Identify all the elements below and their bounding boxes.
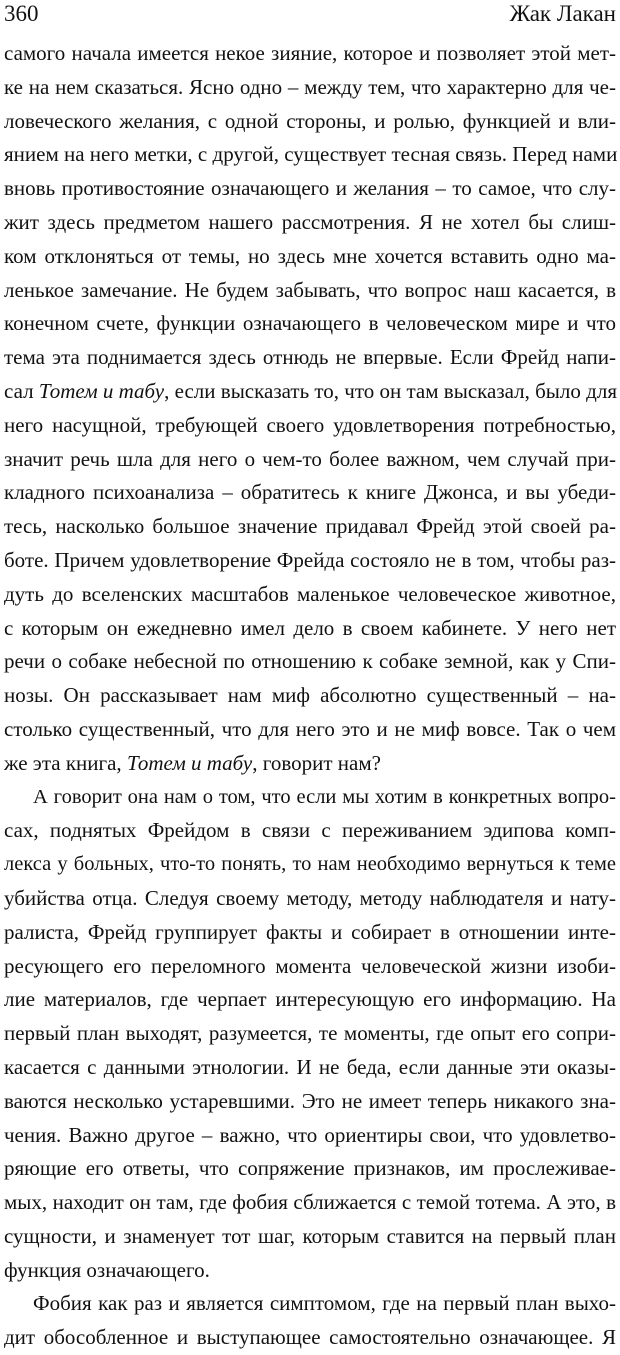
page-header bbox=[4, 0, 616, 30]
text-line bbox=[4, 105, 616, 139]
text-segment: вновь противостояние означающего и желания – то самое, что слу- bbox=[4, 176, 616, 201]
text-line bbox=[4, 645, 616, 679]
text-segment: столько существенный, что для него это и не миф вовсе. Так о чем bbox=[4, 716, 616, 741]
text-segment: ралиста, Фрейд группирует факты и собирает в отношении инте- bbox=[4, 919, 616, 944]
text-line bbox=[4, 409, 616, 443]
text-line bbox=[4, 1152, 616, 1186]
italic-title: Тотем и табу bbox=[38, 378, 165, 403]
text-segment: дит обособленное и выступающее самостоятельно означающее. Я bbox=[4, 1325, 616, 1350]
text-segment: первый план выходят, разумеется, те моменты, где опыт его сопри- bbox=[4, 1021, 616, 1046]
page-number: 360 bbox=[4, 1, 39, 26]
text-line bbox=[4, 950, 616, 984]
text-line bbox=[4, 1220, 616, 1254]
text-line bbox=[4, 443, 616, 477]
text-segment: , если высказать то, что он там высказал, было для bbox=[164, 378, 617, 403]
text-segment: кладного психоанализа – обратитесь к книге Джонса, и вы убеди- bbox=[4, 480, 616, 505]
text-line bbox=[4, 1085, 616, 1119]
text-segment: касается с данными этнологии. И не беда, если данные эти оказы- bbox=[4, 1054, 616, 1079]
text-line bbox=[4, 1254, 616, 1288]
text-segment: ловеческого желания, с одной стороны, и ролью, функцией и вли- bbox=[4, 108, 616, 133]
body-text bbox=[4, 37, 616, 1355]
text-line bbox=[4, 679, 616, 713]
text-segment: лекса у больных, что-то понять, то нам необходимо вернуться к теме bbox=[4, 853, 616, 876]
text-segment: убийства отца. Следуя своему методу, методу наблюдателя и нату- bbox=[4, 885, 616, 910]
text-line bbox=[4, 1287, 616, 1321]
text-segment: ком отклоняться от темы, но здесь мне хочется вставить одно ма- bbox=[4, 243, 616, 268]
text-segment: ленькое замечание. Не будем забывать, что вопрос наш касается, в bbox=[4, 277, 616, 302]
text-segment: речи о собаке небесной по отношению к собаке земной, как у Спи- bbox=[4, 649, 616, 674]
text-line bbox=[4, 307, 616, 341]
text-segment: ресующего его переломного момента человеческой жизни изоби- bbox=[4, 953, 616, 978]
text-segment: него насущной, требующей своего удовлетворения потребностью, bbox=[4, 412, 616, 437]
text-line bbox=[4, 781, 616, 815]
text-segment: чения. Важно другое – важно, что ориентиры свои, что удовлетво- bbox=[4, 1122, 616, 1147]
text-segment: сал bbox=[4, 378, 39, 403]
italic-title: Тотем и табу bbox=[126, 750, 253, 775]
text-line bbox=[4, 375, 616, 409]
text-segment: же эта книга, bbox=[4, 750, 127, 775]
text-segment: конечном счете, функции означающего в человеческом мире и что bbox=[4, 311, 616, 336]
text-segment: Фобия как раз и является симптомом, где на первый план выхо- bbox=[33, 1291, 616, 1316]
text-line bbox=[4, 544, 616, 578]
text-segment: ваются несколько устаревшими. Это не имеет теперь никакого зна- bbox=[4, 1088, 616, 1113]
text-segment: мых, находит он там, где фобия сближается с темой тотема. А это, в bbox=[4, 1190, 616, 1215]
text-segment: янием на него метки, с другой, существует тесная связь. Перед нами bbox=[4, 142, 618, 167]
text-line bbox=[4, 240, 616, 274]
text-line bbox=[4, 1321, 616, 1355]
text-line bbox=[4, 476, 616, 510]
text-line bbox=[4, 206, 616, 240]
text-segment: тесь, насколько большое значение придавал Фрейд этой своей ра- bbox=[4, 514, 616, 539]
text-line bbox=[4, 341, 616, 375]
text-line bbox=[4, 882, 616, 916]
text-line bbox=[4, 510, 616, 544]
running-head: Жак Лакан bbox=[509, 1, 616, 26]
text-segment: сущности, и знаменует тот шаг, которым ставится на первый план bbox=[4, 1223, 616, 1248]
text-segment: , говорит нам? bbox=[252, 750, 381, 775]
text-line bbox=[4, 1119, 616, 1153]
text-line bbox=[4, 983, 616, 1017]
text-line bbox=[4, 1186, 616, 1220]
text-segment: значит речь шла для него о чем-то более важном, чем случай при- bbox=[4, 446, 616, 471]
text-segment: боте. Причем удовлетворение Фрейда состояло не в том, чтобы раз- bbox=[4, 547, 616, 572]
text-line bbox=[4, 172, 616, 206]
text-line bbox=[4, 274, 616, 308]
text-line bbox=[4, 612, 616, 646]
text-line bbox=[4, 1051, 616, 1085]
text-segment: тема эта поднимается здесь отнюдь не впервые. Если Фрейд напи- bbox=[4, 345, 616, 370]
text-segment: дуть до вселенских масштабов маленькое человеческое животное, bbox=[4, 581, 616, 606]
text-segment: сах, поднятых Фрейдом в связи с переживанием эдипова комп- bbox=[4, 818, 616, 843]
text-line bbox=[4, 1017, 616, 1051]
text-segment: нозы. Он рассказывает нам миф абсолютно существенный – на- bbox=[4, 683, 616, 708]
text-line bbox=[4, 747, 616, 781]
text-segment: с которым он ежедневно имел дело в своем кабинете. У него нет bbox=[4, 615, 616, 640]
text-line bbox=[4, 71, 616, 105]
text-segment: ряющие его ответы, что сопряжение признаков, им прослеживае- bbox=[4, 1156, 616, 1181]
text-line bbox=[4, 848, 616, 882]
text-segment: самого начала имеется некое зияние, которое и позволяет этой мет- bbox=[4, 41, 616, 65]
text-segment: жит здесь предметом нашего рассмотрения. Я не хотел бы слиш- bbox=[4, 209, 616, 234]
text-segment: лие материалов, где черпает интересующую его информацию. На bbox=[4, 987, 616, 1012]
text-line bbox=[4, 713, 616, 747]
text-line bbox=[4, 138, 616, 172]
text-line bbox=[4, 916, 616, 950]
text-segment: функция означающего. bbox=[4, 1257, 210, 1282]
text-line bbox=[4, 578, 616, 612]
text-segment: А говорит она нам о том, что если мы хотим в конкретных вопро- bbox=[33, 785, 616, 808]
text-segment: ке на нем сказаться. Ясно одно – между тем, что характерно для че- bbox=[4, 74, 616, 99]
text-line bbox=[4, 814, 616, 848]
text-line bbox=[4, 37, 616, 71]
